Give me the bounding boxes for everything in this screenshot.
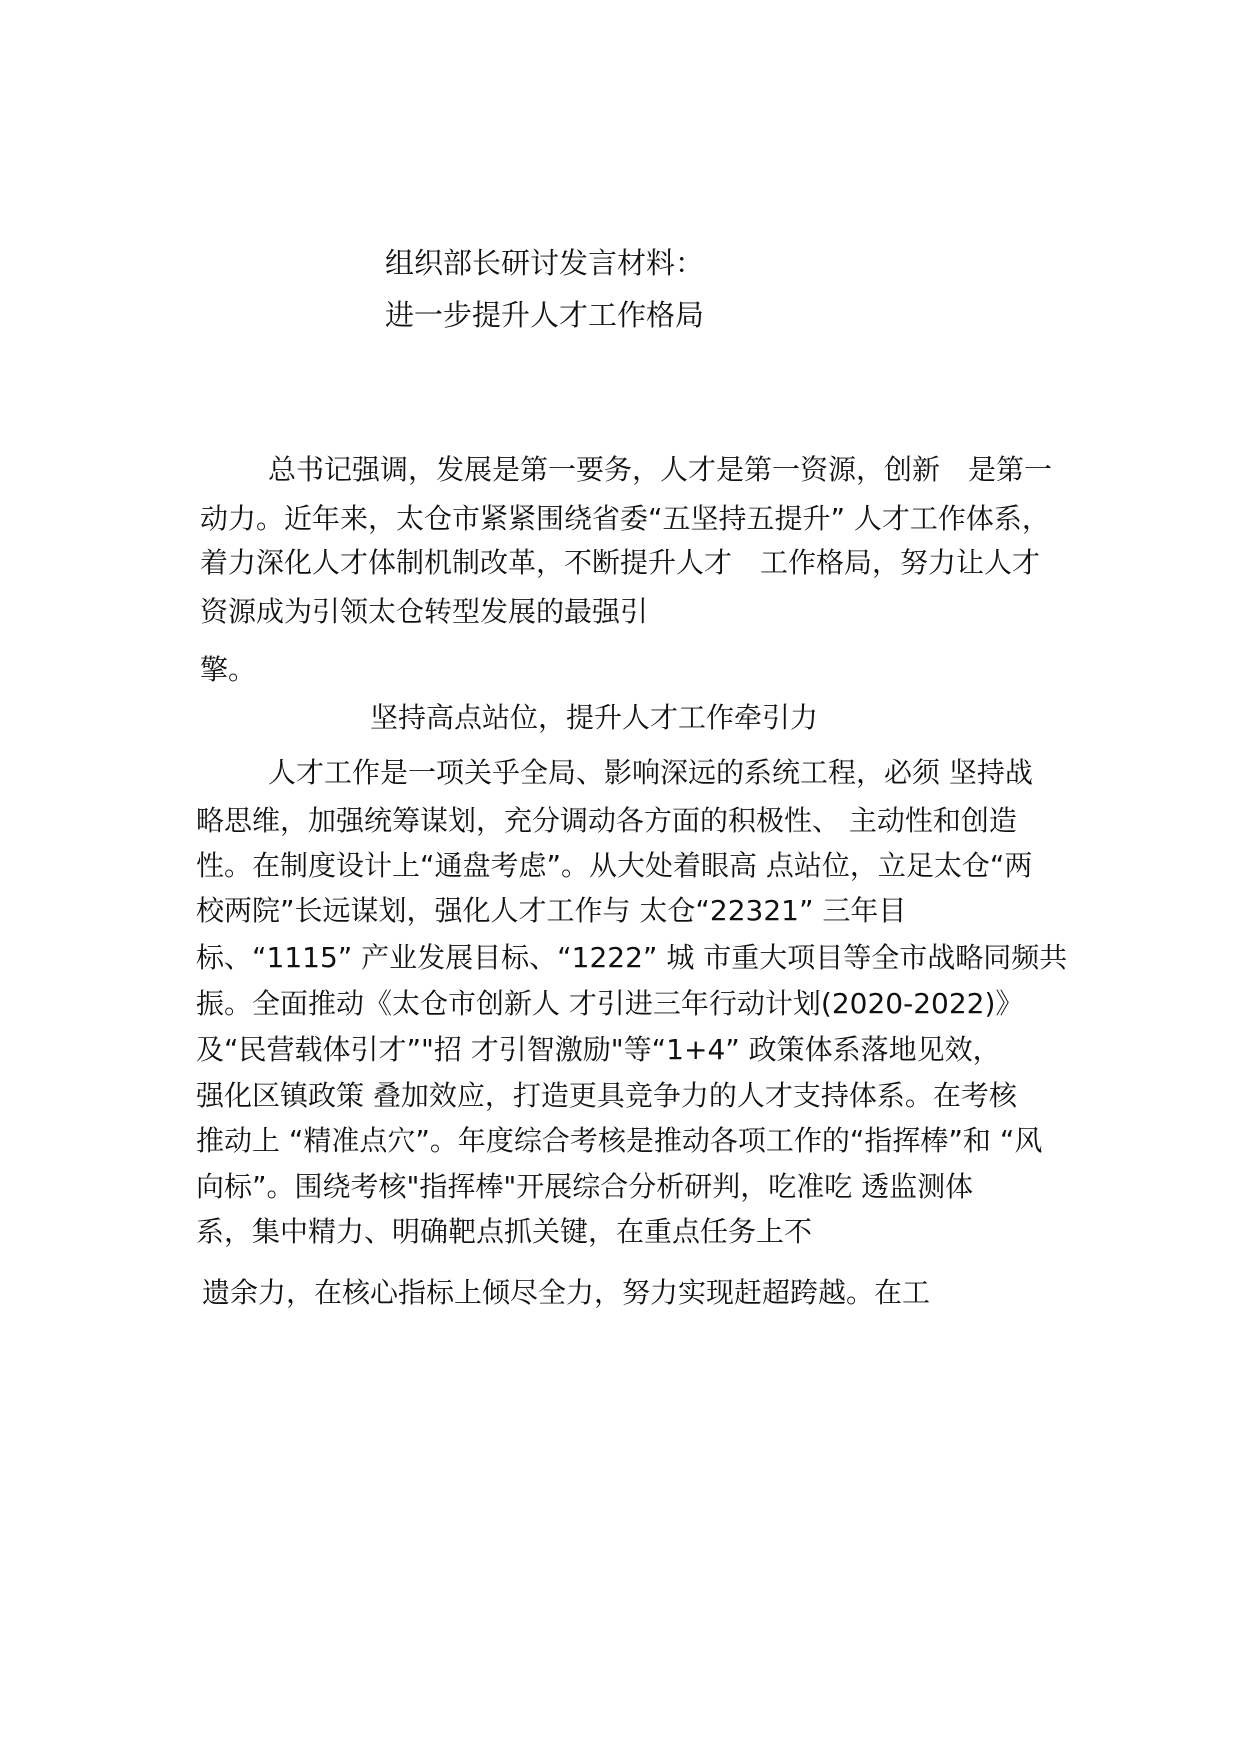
body-line-12: 遗余力，在核心指标上倾尽全力，努力实现赶超跨越。在工 — [202, 1276, 931, 1309]
body-line-9: 推动上 “精准点穴”。年度综合考核是推动各项工作的“指挥棒”和 “风 — [196, 1124, 1043, 1157]
intro-line-5: 擎。 — [200, 653, 257, 686]
intro-line-2: 动力。近年来，太仓市紧紧围绕省委“五坚持五提升” 人才工作体系， — [200, 502, 1050, 535]
body-line-3: 性。在制度设计上“通盘考虑”。从大处着眼高 点站位，立足太仓“两 — [196, 849, 1033, 882]
body-line-4: 校两院”长远谋划，强化人才工作与 太仓“22321” 三年目 — [196, 894, 907, 927]
body-line-1: 人才工作是一项关乎全局、影响深远的系统工程，必须 坚持战 — [268, 756, 1033, 789]
body-line-11: 系，集中精力、明确靶点抓关键，在重点任务上不 — [196, 1215, 813, 1248]
section-heading: 坚持高点站位，提升人才工作牵引力 — [370, 701, 819, 734]
body-line-6: 振。全面推动《太仓市创新人 才引进三年行动计划(2020-2022)》 — [196, 987, 1024, 1020]
title-line-2: 进一步提升人才工作格局 — [385, 298, 705, 332]
body-line-7: 及“民营载体引才”"招 才引智激励"等“1+4” 政策体系落地见效， — [196, 1033, 1001, 1066]
intro-line-3: 着力深化人才体制机制改革，不断提升人才 工作格局，努力让人才 — [200, 546, 1041, 579]
intro-line-1: 总书记强调，发展是第一要务，人才是第一资源，创新 是第一 — [268, 453, 1053, 486]
title-line-1: 组织部长研讨发言材料： — [385, 246, 705, 280]
body-line-5: 标、“1115” 产业发展目标、“1222” 城 市重大项目等全市战略同频共 — [196, 941, 1068, 974]
body-line-10: 向标”。围绕考核"指挥棒"开展综合分析研判，吃准吃 透监测体 — [196, 1170, 974, 1203]
intro-line-4: 资源成为引领太仓转型发展的最强引 — [200, 595, 649, 628]
body-line-2: 略思维，加强统筹谋划，充分调动各方面的积极性、 主动性和创造 — [196, 804, 1017, 837]
body-line-8: 强化区镇政策 叠加效应，打造更具竞争力的人才支持体系。在考核 — [196, 1079, 1017, 1112]
